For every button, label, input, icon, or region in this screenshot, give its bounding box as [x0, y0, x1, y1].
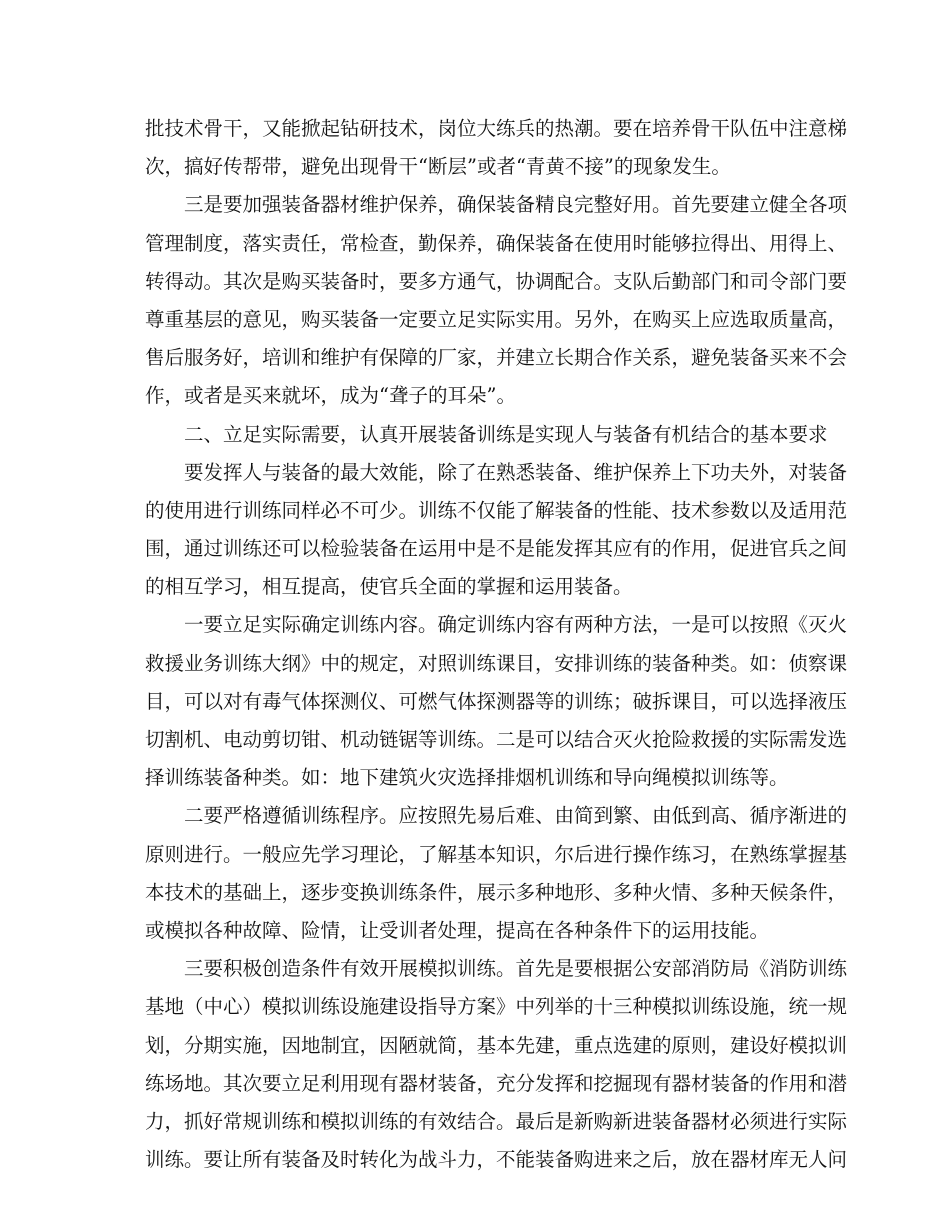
paragraph-start-line: 二要严格遵循训练程序。应按照先易后难、由简到繁、由低到高、循序渐进的	[184, 804, 848, 828]
text-line: 次，搞好传帮带，避免出现骨干“断层”或者“青黄不接”的现象发生。	[145, 155, 731, 179]
section-heading: 二、立足实际需要，认真开展装备训练是实现人与装备有机结合的基本要求	[184, 422, 828, 446]
text-line: 切割机、电动剪切钳、机动链锯等训练。二是可以结合灭火抢险救援的实际需发选	[145, 728, 848, 751]
paragraph-start-line: 三是要加强装备器材维护保养，确保装备精良完整好用。首先要建立健全各项	[184, 193, 848, 217]
text-line: 围，通过训练还可以检验装备在运用中是不是能发挥其应有的作用，促进官兵之间	[145, 537, 848, 561]
text-line: 批技术骨干，又能掀起钻研技术，岗位大练兵的热潮。要在培养骨干队伍中注意梯	[145, 117, 848, 140]
paragraph-start-line: 要发挥人与装备的最大效能，除了在熟悉装备、维护保养上下功夫外，对装备	[184, 460, 848, 484]
paragraph-start-line: 三要积极创造条件有效开展模拟训练。首先是要根据公安部消防局《消防训练	[184, 957, 848, 981]
text-line: 管理制度，落实责任，常检查，勤保养，确保装备在使用时能够拉得出、用得上、	[145, 231, 848, 255]
text-line: 择训练装备种类。如：地下建筑火灾选择排烟机训练和导向绳模拟训练等。	[145, 766, 789, 790]
text-line: 训练。要让所有装备及时转化为战斗力，不能装备购进来之后，放在器材库无人问	[145, 1148, 848, 1172]
text-line: 尊重基层的意见，购买装备一定要立足实际实用。另外，在购买上应选取质量高，	[145, 307, 848, 331]
text-line: 划，分期实施，因地制宜，因陋就简，基本先建，重点选建的原则，建设好模拟训	[145, 1033, 848, 1057]
text-line: 或模拟各种故障、险情，让受训者处理，提高在各种条件下的运用技能。	[145, 918, 770, 942]
text-line: 本技术的基础上，逐步变换训练条件，展示多种地形、多种火情、多种天候条件，	[145, 880, 848, 904]
text-line: 售后服务好，培训和维护有保障的厂家，并建立长期合作关系，避免装备买来不会	[145, 346, 848, 370]
text-line: 转得动。其次是购买装备时，要多方通气，协调配合。支队后勤部门和司令部门要	[145, 269, 848, 293]
text-line: 目，可以对有毒气体探测仪、可燃气体探测器等的训练；破拆课目，可以选择液压	[145, 689, 848, 713]
text-line: 救援业务训练大纲》中的规定，对照训练课目，安排训练的装备种类。如：侦察课	[145, 651, 848, 675]
text-line: 的相互学习，相互提高，使官兵全面的掌握和运用装备。	[145, 575, 633, 599]
text-line: 原则进行。一般应先学习理论，了解基本知识，尔后进行操作练习，在熟练掌握基	[145, 842, 848, 866]
text-line: 练场地。其次要立足利用现有器材装备，充分发挥和挖掘现有器材装备的作用和潜	[145, 1071, 848, 1095]
text-line: 作，或者是买来就坏，成为“聋子的耳朵”。	[145, 384, 516, 408]
text-line: 力，抓好常规训练和模拟训练的有效结合。最后是新购新进装备器材必须进行实际	[145, 1109, 848, 1133]
text-line: 基地（中心）模拟训练设施建设指导方案》中列举的十三种模拟训练设施，统一规	[145, 995, 848, 1019]
text-line: 的使用进行训练同样必不可少。训练不仅能了解装备的性能、技术参数以及适用范	[145, 498, 848, 522]
body-text	[145, 110, 848, 1179]
paragraph-start-line: 一要立足实际确定训练内容。确定训练内容有两种方法，一是可以按照《灭火	[184, 613, 848, 637]
